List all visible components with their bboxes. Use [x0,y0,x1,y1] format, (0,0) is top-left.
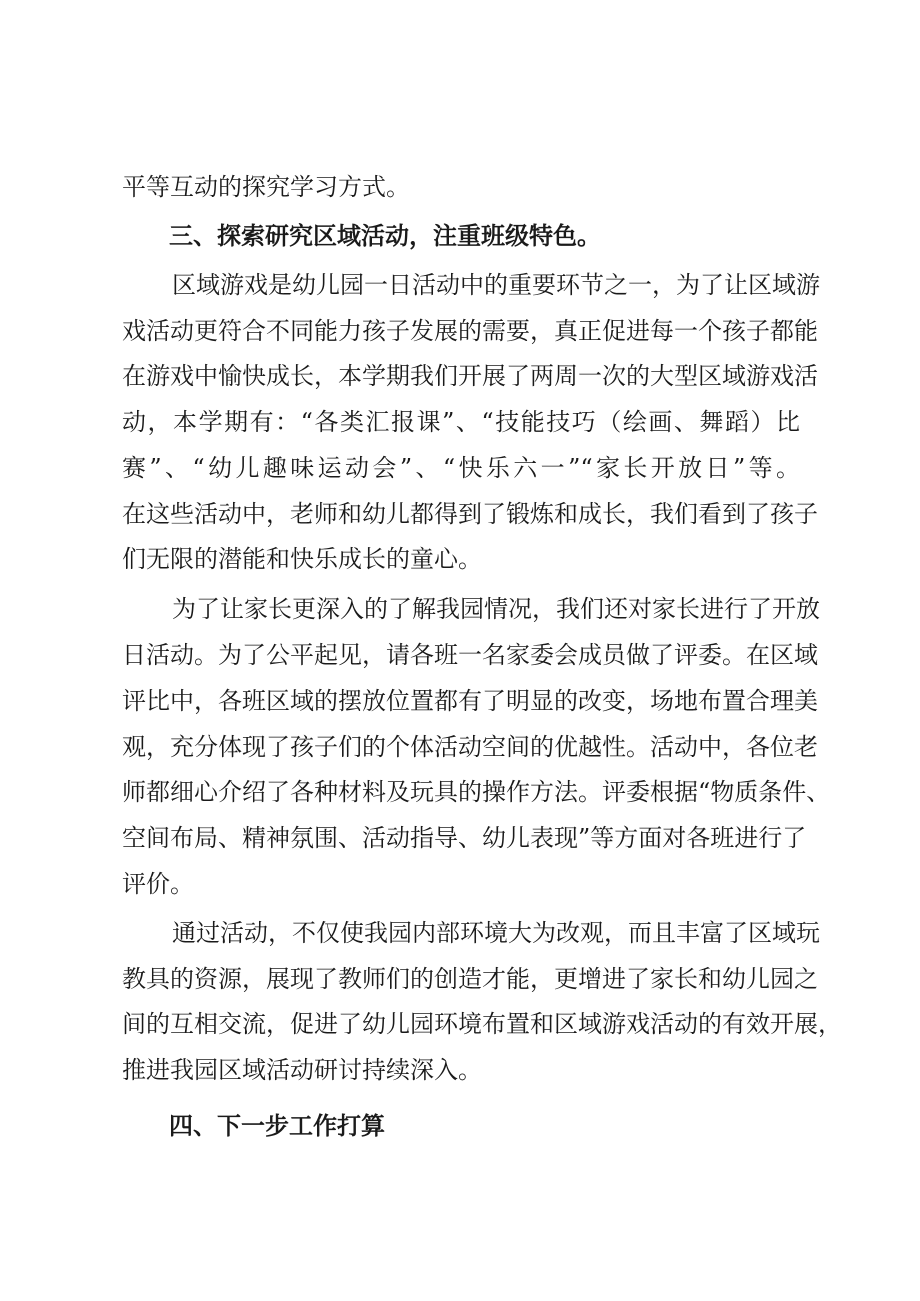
p3-line-4: 推进我园区域活动研讨持续深入。 [122,1056,482,1084]
section-3-heading: 三、探索研究区域活动，注重班级特色。 [169,222,601,250]
p1-line-1: 区域游戏是幼儿园一日活动中的重要环节之一，为了让区域游 [172,271,820,299]
p1-line-3: 在游戏中愉快成长，本学期我们开展了两周一次的大型区域游戏活 [122,362,818,390]
p2-line-4: 观，充分体现了孩子们的个体活动空间的优越性。活动中，各位老 [122,733,818,761]
p1-line-4: 动，本学期有：“各类汇报课”、“技能技巧（绘画、舞蹈）比 [122,408,800,436]
p3-line-2: 教具的资源，展现了教师们的创造才能，更增进了家长和幼儿园之 [122,965,818,993]
section-4-heading: 四、下一步工作打算 [169,1112,385,1140]
intro-tail-line: 平等互动的探究学习方式。 [122,173,410,201]
p1-line-6: 在这些活动中，老师和幼儿都得到了锻炼和成长，我们看到了孩子 [122,500,818,528]
p2-line-2: 日活动。为了公平起见，请各班一名家委会成员做了评委。在区域 [122,641,818,669]
p1-line-7: 们无限的潜能和快乐成长的童心。 [122,545,482,573]
p2-line-3: 评比中，各班区域的摆放位置都有了明显的改变，场地布置合理美 [122,687,818,715]
p2-line-1: 为了让家长更深入的了解我园情况，我们还对家长进行了开放 [172,595,820,623]
p2-line-7: 评价。 [122,870,194,898]
p3-line-3: 间的互相交流，促进了幼儿园环境布置和区域游戏活动的有效开展， [122,1010,842,1038]
p2-line-6: 空间布局、精神氛围、活动指导、幼儿表现”等方面对各班进行了 [122,824,807,852]
p3-line-1: 通过活动，不仅使我园内部环境大为改观，而且丰富了区域玩 [172,919,820,947]
p1-line-2: 戏活动更符合不同能力孩子发展的需要，真正促进每一个孩子都能 [122,317,818,345]
p2-line-5: 师都细心介绍了各种材料及玩具的操作方法。评委根据“物质条件、 [122,778,831,806]
p1-line-5: 赛”、“幼儿趣味运动会”、“快乐六一”“家长开放日”等。 [122,454,800,482]
